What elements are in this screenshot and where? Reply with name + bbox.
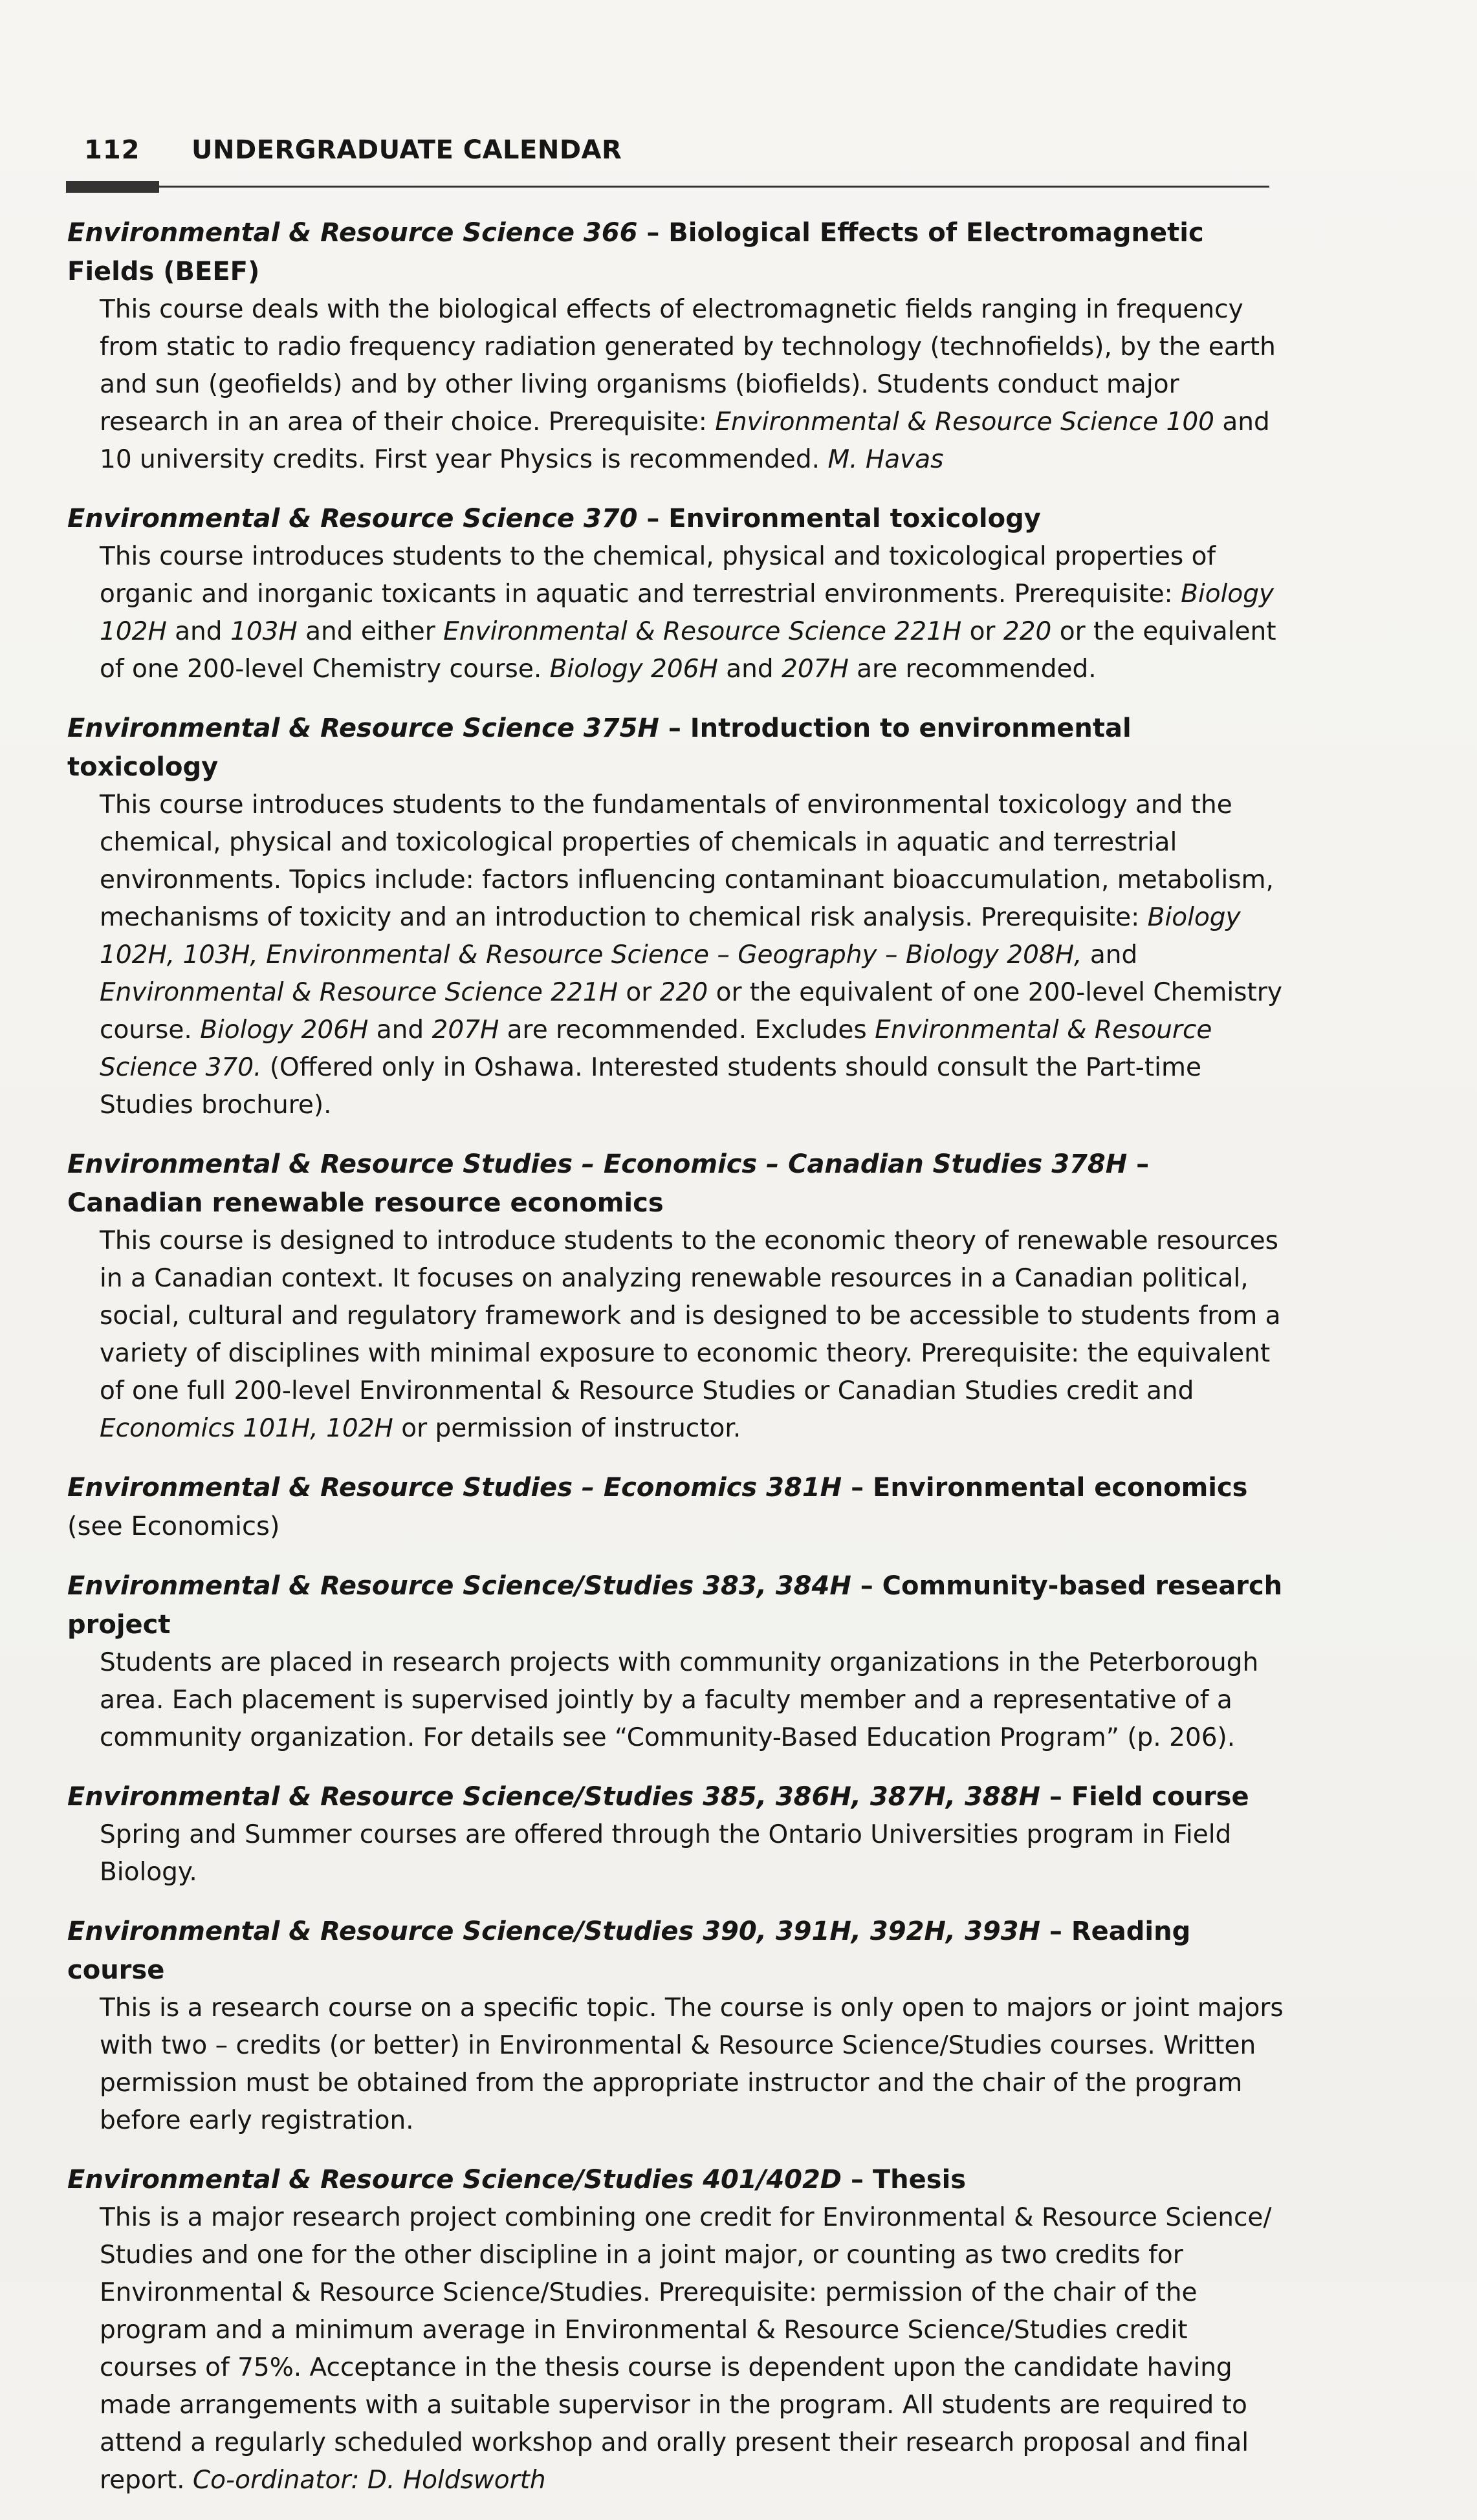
prerequisite-course: 103H	[230, 617, 298, 646]
course-code: Environmental & Resource Science/Studies 390, 391H, 392H, 393H	[67, 1917, 1040, 1946]
heading-dash: –	[1040, 1782, 1071, 1812]
description-text: or	[618, 978, 660, 1007]
course-code: Environmental & Resource Science/Studies 383, 384H	[67, 1571, 851, 1601]
course-title: Environmental toxicology	[668, 504, 1041, 534]
course-list	[67, 213, 1287, 2520]
page-header	[66, 131, 1269, 195]
description-text: This course introduces students to the fundamentals of environmental toxicology and the chemical, physical and toxicological properties of chemicals in aquatic and terrestrial environments. Topics include: factors influencing contaminant bioaccumulation, metabolism, mechanisms of toxicity and an introduction to chemical risk analysis. Prerequisite:	[100, 790, 1274, 932]
course-heading	[67, 1567, 1287, 1644]
course-heading	[67, 1777, 1287, 1816]
course-heading	[67, 2160, 1287, 2199]
description-text: (Offered only in Oshawa. Interested students should consult the Part-time Studies brochure).	[100, 1053, 1201, 1120]
description-text: Students are placed in research projects with community organizations in the Peterborough area. Each placement is supervised jointly by a faculty member and a representative of a community organization. For details see “Community-Based Education Program” (p. 206).	[100, 1648, 1259, 1752]
recommended-course: 207H	[782, 655, 849, 684]
course-title: Thesis	[872, 2165, 967, 2195]
course-title: Canadian renewable resource economics	[67, 1188, 664, 1218]
course-entry-ers-390	[67, 1912, 1287, 2140]
course-description	[100, 1816, 1287, 1891]
coordinator-name: Co-ordinator: D. Holdsworth	[192, 2466, 546, 2495]
description-text: and	[166, 617, 230, 646]
description-text: This is a major research project combining one credit for Environmental & Resource Science/ Studies and one for the other discipline in a joint major, or counting as two credits for Environmental & Resource Science/Studies. Prerequisite: permission of the chair of the program and a minimum average in Environmental & Resource Science/Studies credit courses of 75%. Acceptance in the thesis course is dependent upon the candidate having made arrangements with a suitable supervisor in the program. All students are required to attend a regularly scheduled workshop and orally present their research proposal and final report.	[100, 2203, 1272, 2495]
course-title: Reading course	[67, 1917, 1191, 1985]
course-description	[100, 1222, 1287, 1448]
course-description	[100, 2199, 1287, 2499]
prerequisite-course: 220	[659, 978, 708, 1007]
description-text: and	[717, 655, 782, 684]
prerequisite-course: 220	[1003, 617, 1052, 646]
course-description	[100, 1990, 1287, 2140]
recommended-course: Biology 206H	[549, 655, 718, 684]
description-text: or the equivalent of one 200-level Chemistry course.	[100, 978, 1282, 1045]
course-entry-ers-378h	[67, 1145, 1287, 1448]
description-text: This course is designed to introduce students to the economic theory of renewable resources in a Canadian context. It focuses on analyzing renewable resources in a Canadian political, social, cultural and regulatory framework and is designed to be accessible to students from a variety of disciplines with minimal exposure to economic theory. Prerequisite: the equivalent of one full 200-level Environmental & Resource Studies or Canadian Studies credit and	[100, 1226, 1281, 1406]
course-heading	[67, 1912, 1287, 1990]
course-heading	[67, 499, 1287, 538]
heading-dash: –	[842, 2165, 873, 2195]
course-code: Environmental & Resource Studies – Economics – Canadian Studies 378H	[67, 1149, 1128, 1179]
course-description	[100, 538, 1287, 688]
course-description	[100, 787, 1287, 1124]
course-title: Environmental economics	[873, 1473, 1248, 1503]
course-entry-ers-370	[67, 499, 1287, 688]
header-rule-block	[66, 181, 159, 193]
description-text: Spring and Summer courses are offered through the Ontario Universities program in Field Biology.	[100, 1820, 1232, 1887]
prerequisite-course: Biology 102H, 103H, Environmental & Resource Science – Geography – Biology 208H,	[100, 903, 1241, 970]
course-title: Community-based research project	[67, 1571, 1283, 1640]
cross-reference: (see Economics)	[67, 1512, 280, 1541]
course-description	[100, 291, 1287, 479]
course-entry-ers-385	[67, 1777, 1287, 1891]
heading-dash: –	[637, 218, 669, 248]
heading-dash: –	[637, 504, 669, 534]
description-text: or the equivalent of one 200-level Chemistry course.	[100, 617, 1276, 684]
course-title: Field course	[1071, 1782, 1249, 1812]
description-text: and	[368, 1016, 432, 1045]
page-number: 112	[84, 135, 140, 165]
prerequisite-course: Biology 102H	[100, 580, 1275, 646]
course-entry-ers-383	[67, 1567, 1287, 1757]
course-entry-ers-401	[67, 2160, 1287, 2499]
heading-dash: –	[659, 713, 690, 743]
description-text: are recommended.	[848, 655, 1097, 684]
instructor-name: M. Havas	[827, 445, 944, 474]
course-code: Environmental & Resource Science/Studies 401/402D	[67, 2165, 842, 2195]
course-entry-ers-366	[67, 213, 1287, 479]
heading-dash: –	[1127, 1149, 1150, 1179]
course-code: Environmental & Resource Studies – Economics 381H	[67, 1473, 842, 1503]
description-text: and either	[297, 617, 444, 646]
description-text: or permission of instructor.	[393, 1414, 741, 1443]
prerequisite-course: Economics 101H, 102H	[100, 1414, 393, 1443]
description-text: are recommended. Excludes	[499, 1016, 875, 1045]
course-code: Environmental & Resource Science 366	[67, 218, 638, 248]
course-code: Environmental & Resource Science/Studies 385, 386H, 387H, 388H	[67, 1782, 1040, 1812]
course-heading	[67, 213, 1287, 291]
course-code: Environmental & Resource Science 375H	[67, 713, 659, 743]
description-text: and 10 university credits. First year Physics is recommended.	[100, 407, 1270, 474]
description-text: This course deals with the biological effects of electromagnetic fields ranging in frequency from static to radio frequency radiation generated by technology (technofields), by the earth and sun (geofields) and by other living organisms (biofields). Students conduct major research in an area of their choice. Prerequisite:	[100, 295, 1276, 437]
course-heading	[67, 709, 1287, 787]
description-text: This course introduces students to the chemical, physical and toxicological properties of organic and inorganic toxicants in aquatic and terrestrial environments. Prerequisite:	[100, 542, 1216, 609]
heading-dash: –	[851, 1571, 882, 1601]
course-title: Introduction to environmental toxicology	[67, 713, 1132, 782]
prerequisite-course: Environmental & Resource Science 100	[715, 407, 1214, 437]
course-heading	[67, 1145, 1287, 1222]
description-text: and	[1082, 940, 1138, 970]
recommended-course: 207H	[432, 1016, 499, 1045]
recommended-course: Biology 206H	[200, 1016, 369, 1045]
course-heading	[67, 1468, 1287, 1546]
course-code: Environmental & Resource Science 370	[67, 504, 638, 534]
description-text: This is a research course on a specific topic. The course is only open to majors or joint majors with two – credits (or better) in Environmental & Resource Science/Studies courses. Written permission must be obtained from the appropriate instructor and the chair of the program before early registration.	[100, 1993, 1284, 2135]
heading-dash: –	[1040, 1917, 1071, 1946]
course-entry-ers-381h	[67, 1468, 1287, 1546]
heading-dash: –	[842, 1473, 873, 1503]
prerequisite-course: Environmental & Resource Science 221H	[100, 978, 618, 1007]
course-title: Biological Effects of Electromagnetic Fields (BEEF)	[67, 218, 1204, 287]
excluded-course: Environmental & Resource Science 370.	[100, 1016, 1212, 1082]
header-rule-line	[159, 186, 1269, 188]
course-description	[100, 1644, 1287, 1757]
course-entry-ers-375h	[67, 709, 1287, 1124]
page-title: UNDERGRADUATE CALENDAR	[191, 135, 622, 165]
description-text: or	[961, 617, 1003, 646]
prerequisite-course: Environmental & Resource Science 221H	[443, 617, 962, 646]
